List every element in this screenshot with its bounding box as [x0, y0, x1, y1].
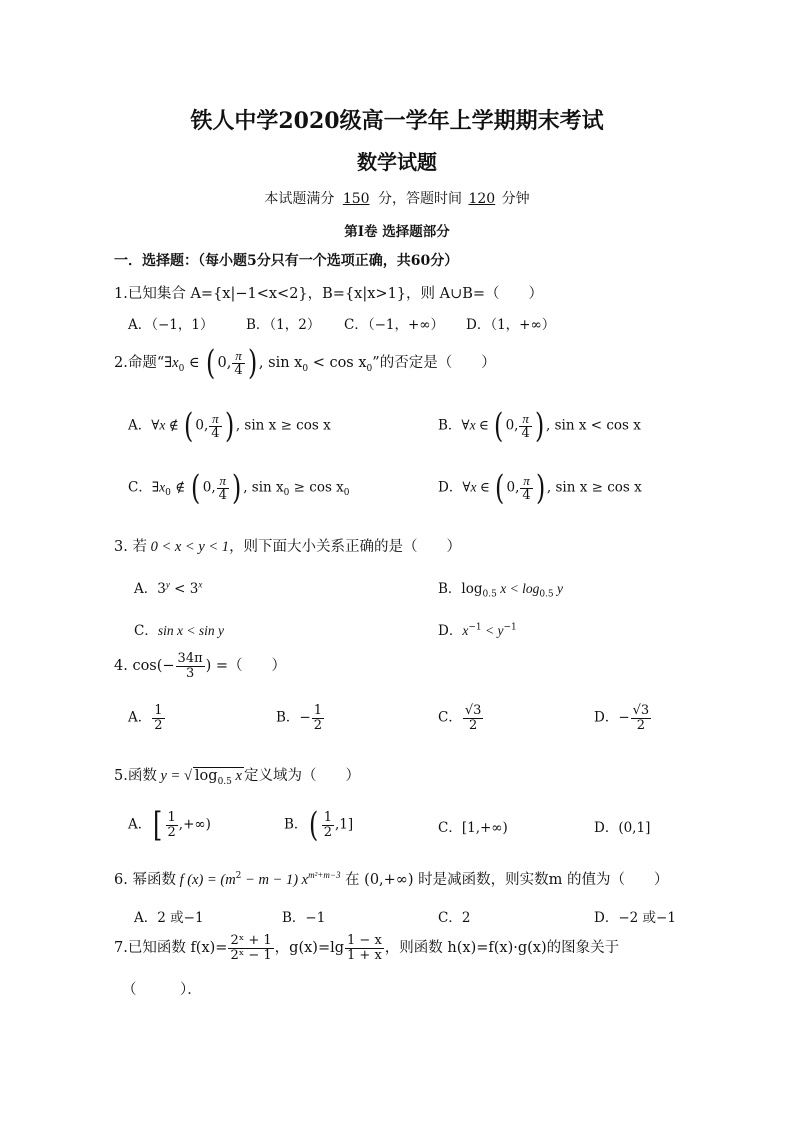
q1-option-a: A．（−1，1） [128, 317, 214, 333]
q3-d-sup2: −1 [503, 622, 517, 633]
q3-a-label: A． [134, 581, 158, 597]
q3-d-label: D． [438, 623, 463, 639]
q2-c-paren-close: ) [231, 468, 242, 508]
q2-c-post1: , sin x [243, 479, 284, 496]
q3-b-base2: 0.5 [539, 589, 554, 600]
q2-quote: “ [156, 355, 165, 371]
exam-info [0, 188, 794, 208]
q3-option-b [438, 577, 563, 600]
q5-option-b [284, 805, 354, 845]
q2-c-num: π [217, 474, 229, 489]
info-time: 120 [468, 191, 496, 207]
q2-d-pre: ∀x ∈ [462, 479, 494, 495]
q5-b-frac [322, 811, 334, 839]
q2-c-paren-open: ( [191, 468, 201, 508]
q7-f-frac [228, 934, 273, 962]
question-7-stem [114, 934, 619, 962]
q2-b-frac [519, 412, 531, 440]
q2-frac [232, 349, 244, 377]
q2-c-label: C． [128, 479, 152, 496]
q6-interval: (0,+∞) [359, 872, 414, 888]
q5-option-a [128, 805, 211, 845]
q5-c-text: [1,+∞) [461, 820, 508, 836]
q4-num: 34π [177, 651, 203, 666]
q4-post: ) =（ ） [205, 658, 287, 675]
q5-a-open: [ [153, 805, 163, 845]
q6-fx: f (x) = (m [175, 872, 236, 888]
q4-c-frac [463, 704, 484, 732]
q1-option-d: D．（1，+∞） [466, 317, 556, 333]
q4-a-den: 2 [154, 717, 163, 733]
q2-sub: 0 [178, 363, 185, 374]
q4-option-b [276, 704, 325, 732]
q4-frac [176, 652, 205, 680]
q2-a-paren-close: ) [224, 406, 234, 446]
q6-mid: − m − 1) x [241, 872, 309, 888]
q3-cond: 0 < x < y < 1 [146, 539, 230, 555]
question-5-stem [114, 764, 360, 787]
q6-in: 在 [340, 872, 360, 888]
q4-option-c [438, 704, 484, 732]
q2-c-notin: ∉ [170, 479, 190, 496]
q3-a-mid: < 3 [169, 581, 199, 597]
exam-title: 铁人中学2020级高一学年上学期期末考试 [190, 108, 604, 134]
section-title: 第Ⅰ卷 选择题部分 [344, 224, 450, 240]
q4-d-sign: − [618, 709, 630, 726]
q2-c-den: 4 [218, 487, 227, 503]
question-6-stem [114, 868, 669, 889]
q2-frac-den: 4 [234, 362, 243, 378]
q2-d-den: 4 [522, 487, 531, 503]
q2-option-d [438, 468, 642, 508]
q3-a-sup2: x [198, 579, 203, 590]
q7-g-den: 1 + x [347, 947, 382, 963]
q2-c-sub-b: 0 [283, 488, 290, 499]
q7-g-num: 1 − x [347, 933, 382, 948]
q6-sq: 2 [235, 871, 242, 882]
info-prefix: 本试题满分 [264, 191, 335, 207]
q2-a-zero: 0, [195, 417, 209, 434]
q2-a-pre: ∀x ∉ [151, 417, 183, 433]
q2-a-post: , sin x ≥ cos x [235, 417, 331, 434]
q5-base: 0.5 [217, 776, 232, 787]
q2-d-label: D． [438, 479, 463, 496]
q6-option-b: B．−1 [282, 910, 326, 926]
q2-cond: , sin x [258, 355, 303, 371]
q7-f-den: 2ˣ − 1 [230, 947, 272, 963]
q5-d-label: D． [594, 820, 619, 836]
q5-a-label: A． [128, 816, 152, 833]
q7-pre: 7.已知函数 f(x)= [114, 940, 228, 957]
q5-sqrt [193, 767, 244, 787]
q2-paren-close: ) [247, 343, 257, 383]
q5-option-d [594, 816, 650, 836]
q5-a-den: 2 [167, 824, 176, 840]
q6-pre: 6. 幂函数 [114, 872, 176, 888]
part-heading: 一．选择题：（每小题5分只有一个选项正确，共60分） [114, 253, 459, 269]
q2-d-paren-open: ( [495, 468, 505, 508]
q2-c-frac [217, 474, 229, 502]
q2-elem: ∈ [184, 355, 205, 371]
q2-option-c [128, 468, 350, 508]
q2-d-paren-close: ) [535, 468, 545, 508]
q5-post: 定义域为（ ） [243, 768, 360, 784]
info-mid: 分，答题时间 [378, 191, 462, 207]
q2-c-pre: ∃x [151, 479, 166, 495]
q2-a-den: 4 [211, 425, 220, 441]
q4-option-d [594, 704, 652, 732]
q6-post: 时是减函数，则实数m 的值为（ ） [413, 872, 669, 888]
q2-b-label: B． [438, 417, 462, 434]
q5-pre: 5.函数 [114, 768, 157, 784]
q2-a-num: π [209, 412, 221, 427]
q7-g-frac [345, 934, 384, 962]
question-3-stem [114, 535, 461, 556]
q6-option-a: A．2 或−1 [134, 910, 204, 926]
q2-frac-num: π [232, 349, 244, 364]
q4-a-frac [152, 704, 164, 732]
q3-option-c [134, 619, 224, 639]
q2-d-post: , sin x ≥ cos x [546, 479, 642, 496]
q2-tail: ”的否定是（ ） [372, 355, 496, 371]
q5-y: y = √ [156, 768, 192, 784]
q4-a-num: 1 [154, 703, 163, 718]
q2-zero: 0, [217, 355, 232, 371]
question-4-stem [114, 652, 286, 680]
q5-b-label: B． [284, 816, 308, 833]
q4-b-den: 2 [313, 717, 323, 733]
info-score: 150 [342, 191, 370, 207]
q4-b-label: B． [276, 709, 300, 726]
q2-a-paren-open: ( [184, 406, 194, 446]
q4-a-label: A． [128, 709, 152, 726]
q4-d-den: 2 [636, 717, 646, 733]
q3-option-d [438, 619, 517, 639]
q3-num: 3. 若 [114, 539, 147, 555]
q2-b-num: π [519, 412, 531, 427]
q3-c-text: sin x < sin y [157, 623, 224, 638]
q3-d-x: x [462, 623, 469, 638]
q5-a-tail: ,+∞) [178, 816, 211, 833]
q4-c-num: √3 [464, 703, 482, 718]
q2-paren-open: ( [206, 343, 216, 383]
q3-a-sup1: y [165, 579, 170, 590]
q3-b-log: log [461, 581, 483, 597]
q7-mid: ，g(x)=lg [274, 940, 345, 957]
q6-exp: m²+m−3 [308, 870, 341, 881]
q4-option-a [128, 704, 166, 732]
q1-option-b: B．（1，2） [246, 317, 321, 333]
q3-tail: ，则下面大小关系正确的是（ ） [229, 539, 462, 555]
q1-option-c: C．（−1，+∞） [344, 317, 445, 333]
q4-d-label: D． [594, 709, 619, 726]
q2-a-label: A． [128, 417, 152, 434]
question-7-answer-blank: （ ）． [122, 982, 202, 998]
q5-a-num: 1 [167, 809, 176, 825]
exam-subtitle: 数学试题 [357, 150, 437, 174]
q2-c-post2: ≥ cos x [289, 479, 344, 496]
q2-b-pre: ∀x ∈ [461, 417, 493, 433]
q4-d-frac [631, 704, 652, 732]
q5-c-label: C． [438, 820, 462, 836]
q2-b-post: , sin x < cos x [546, 417, 641, 434]
info-suffix: 分钟 [501, 191, 530, 207]
q4-den: 3 [185, 665, 195, 681]
q5-x: x [231, 768, 242, 784]
q2-c-sub: 0 [165, 488, 171, 499]
q2-sub-c: 0 [366, 363, 373, 374]
q7-post: ，则函数 h(x)=f(x)·g(x)的图象关于 [384, 940, 620, 957]
q4-c-den: 2 [468, 717, 478, 733]
q2-b-paren-close: ) [534, 406, 545, 446]
q2-b-paren-open: ( [494, 406, 504, 446]
question-2-stem [114, 343, 496, 383]
q2-sub-b: 0 [302, 363, 309, 374]
q2-exists: ∃x [164, 355, 179, 371]
q5-option-c [438, 816, 508, 836]
q3-d-mid: < y [481, 623, 504, 638]
q2-b-zero: 0, [505, 417, 519, 434]
q4-c-label: C． [438, 709, 462, 726]
q3-a-base: 3 [157, 581, 166, 597]
q5-b-den: 2 [323, 824, 332, 840]
q4-b-frac [312, 704, 324, 732]
q3-b-label: B． [438, 581, 462, 597]
q6-option-c: C．2 [438, 910, 471, 926]
q3-option-a [134, 577, 202, 597]
q2-d-frac [520, 474, 532, 502]
q2-d-num: π [520, 474, 532, 489]
q5-b-open: ( [309, 805, 319, 845]
q3-b-x: x < log [496, 581, 540, 596]
q5-a-frac [166, 811, 178, 839]
q7-f-num: 2ˣ + 1 [230, 933, 272, 948]
q2-a-frac [209, 412, 221, 440]
q2-option-b [438, 406, 641, 446]
q2-option-a [128, 406, 331, 446]
q2-num: 2.命题 [114, 355, 157, 371]
q5-b-tail: ,1] [334, 816, 354, 833]
q6-option-d: D．−2 或−1 [594, 910, 676, 926]
q5-log: log [194, 768, 218, 784]
q3-b-base: 0.5 [482, 589, 497, 600]
q2-c-zero: 0, [202, 479, 216, 496]
q3-c-label: C． [134, 623, 158, 639]
q4-b-sign: − [299, 709, 311, 726]
q3-d-sup1: −1 [468, 622, 482, 633]
q5-b-num: 1 [323, 809, 332, 825]
q4-b-num: 1 [313, 703, 323, 718]
q2-d-zero: 0, [506, 479, 520, 496]
q5-d-text: (0,1] [618, 820, 651, 836]
q2-b-den: 4 [521, 425, 530, 441]
question-1-stem: 1.已知集合 A={x|−1<x<2}，B={x|x>1}，则 A∪B=（ ） [114, 286, 544, 302]
q4-d-num: √3 [632, 703, 650, 718]
q2-lt: < cos x [308, 355, 367, 371]
q4-pre: 4. cos(− [114, 658, 175, 675]
q2-c-sub-c: 0 [343, 488, 350, 499]
q3-b-y: y [553, 581, 564, 596]
